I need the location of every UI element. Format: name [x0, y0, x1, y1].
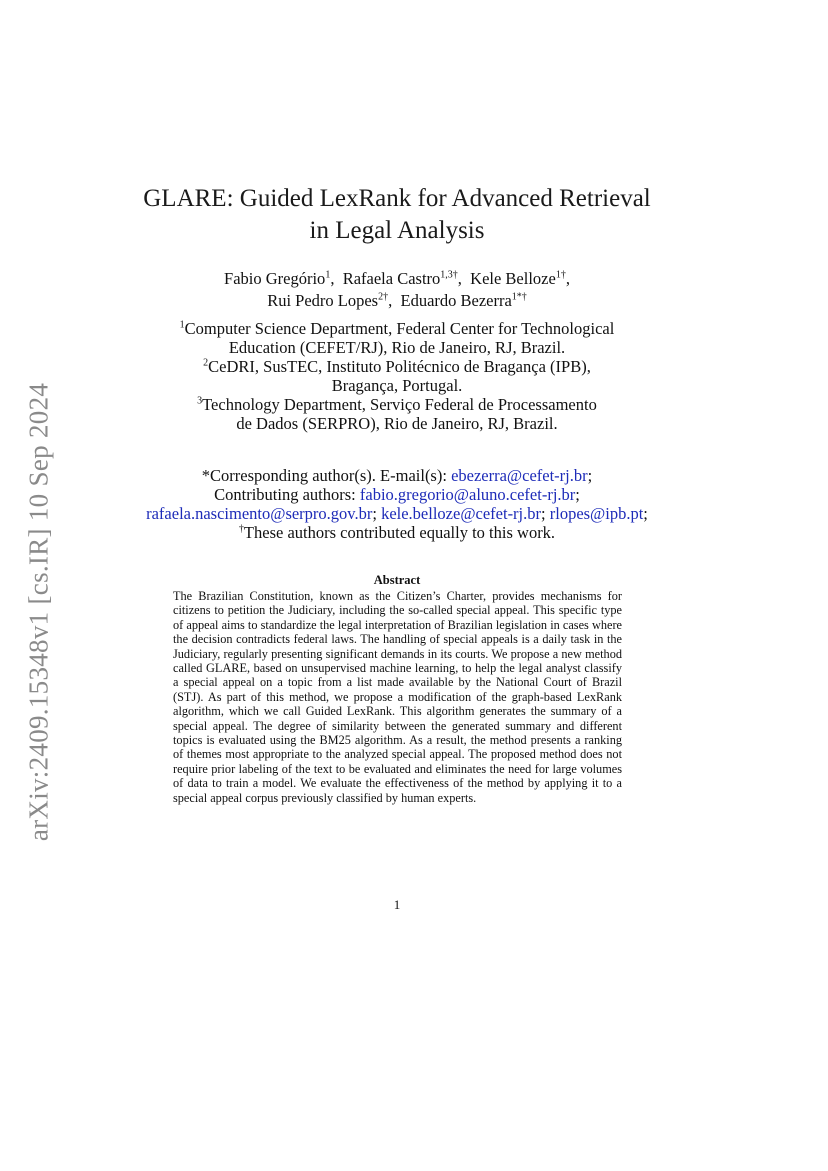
abstract-body: [173, 589, 622, 805]
arxiv-sidebar-stamp: [18, 372, 60, 852]
author-name: Rui Pedro Lopes: [267, 291, 379, 310]
title-line-2: in Legal Analysis: [309, 217, 485, 244]
author-list: [0, 268, 794, 312]
contributing-label: Contributing authors:: [214, 485, 360, 504]
author-name: Rafaela Castro: [342, 269, 441, 288]
equal-contribution-note: [0, 523, 794, 542]
equal-contribution-text: These authors contributed equally to this work.: [243, 523, 556, 542]
corresponding-author-line: *Corresponding author(s). E-mail(s): ebezerra@cefet-rj.br;: [201, 466, 593, 485]
email-link-rafaela[interactable]: rafaela.nascimento@serpro.gov.br: [146, 504, 373, 523]
email-link-fabio[interactable]: fabio.gregorio@aluno.cefet-rj.br: [359, 485, 576, 504]
author-name: Eduardo Bezerra: [400, 291, 512, 310]
contributing-authors-line: Contributing authors: fabio.gregorio@aluno.cefet-rj.br;: [214, 485, 580, 504]
affiliation-1-line-2: Education (CEFET/RJ), Rio de Janeiro, RJ, Brazil.: [228, 338, 566, 357]
author-name: Kele Belloze: [470, 269, 556, 288]
page-number: 1: [393, 897, 401, 912]
email-link-kele[interactable]: kele.belloze@cefet-rj.br: [381, 504, 542, 523]
author-affiliation-mark: 1,3†: [440, 269, 458, 281]
author-name: Fabio Gregório: [224, 269, 326, 288]
corresponding-label: *Corresponding author(s). E-mail(s):: [201, 466, 452, 485]
affiliation-2-line-1: [0, 357, 794, 376]
contributing-emails-line: rafaela.nascimento@serpro.gov.br; kele.belloze@cefet-rj.br; rlopes@ipb.pt;: [146, 504, 648, 523]
abstract-heading: Abstract: [373, 573, 421, 587]
affiliation-text: Technology Department, Serviço Federal de Processamento: [202, 395, 597, 414]
author-affiliation-mark: 1: [325, 269, 331, 281]
corresponding-email-link[interactable]: ebezerra@cefet-rj.br: [451, 466, 588, 485]
affiliation-2-line-2: Bragança, Portugal.: [331, 376, 463, 395]
abstract-text: The Brazilian Constitution, known as the Citizen’s Charter, provides mechanisms for citizens to petition the Judiciary, including the so-called special appeal. This specific type of appeal aims to standardize the legal interpretation of Brazilian legislation in cases where the decision contradicts federal laws. The handling of special appeals is a daily task in the Judiciary, regularly presenting significant demands in its courts. We propose a new method called GLARE, based on unsupervised machine learning, to help the legal analyst classify a special appeal on a topic from a list made available by the National Court of Brazil (STJ). As part of this method, we propose a modification of the graph-based LexRank algorithm, which we call Guided LexRank. This algorithm generates the summary of a special appeal. The degree of similarity between the generated summary and different topics is evaluated using the BM25 algorithm. As a result, the method presents a ranking of themes most appropriate to the analyzed special appeal. The proposed method does not require prior labeling of the text to be evaluated and eliminates the need for large volumes of data to train a model. We evaluate the effectiveness of the method by applying it to a special appeal corpus previously classified by human experts.: [173, 589, 622, 805]
title-line-1: GLARE: Guided LexRank for Advanced Retrieval: [143, 185, 651, 212]
author-affiliation-mark: 1†: [555, 269, 566, 281]
author-line-2: Rui Pedro Lopes$^{2\dagger}$, Eduardo Bezerra$^{1*\dagger}$: [267, 291, 527, 310]
paper-title: [0, 183, 794, 247]
author-line-1: Fabio Gregório$^1$, Rafaela Castro$^{1,3\dagger}$, Kele Belloze$^{1\dagger}$,: [224, 269, 570, 288]
author-affiliation-mark: 1*†: [511, 291, 527, 303]
dagger-mark: †: [238, 523, 244, 535]
affiliation-text: Computer Science Department, Federal Center for Technological: [184, 319, 615, 338]
arxiv-identifier: arXiv:2409.15348v1 [cs.IR] 10 Sep 2024: [23, 382, 54, 842]
affiliation-3-line-2: de Dados (SERPRO), Rio de Janeiro, RJ, Brazil.: [236, 414, 558, 433]
affiliation-3-line-1: [0, 395, 794, 414]
affiliation-text: CeDRI, SusTEC, Instituto Politécnico de Bragança (IPB),: [208, 357, 591, 376]
author-affiliation-mark: 2†: [378, 291, 389, 303]
email-link-rui[interactable]: rlopes@ipb.pt: [549, 504, 644, 523]
affiliation-mark: 2: [203, 357, 209, 369]
affiliations: [0, 319, 794, 433]
affiliation-mark: 1: [179, 319, 185, 331]
contact-info: [0, 466, 794, 542]
affiliation-1-line-1: [0, 319, 794, 338]
affiliation-mark: 3: [197, 395, 203, 407]
